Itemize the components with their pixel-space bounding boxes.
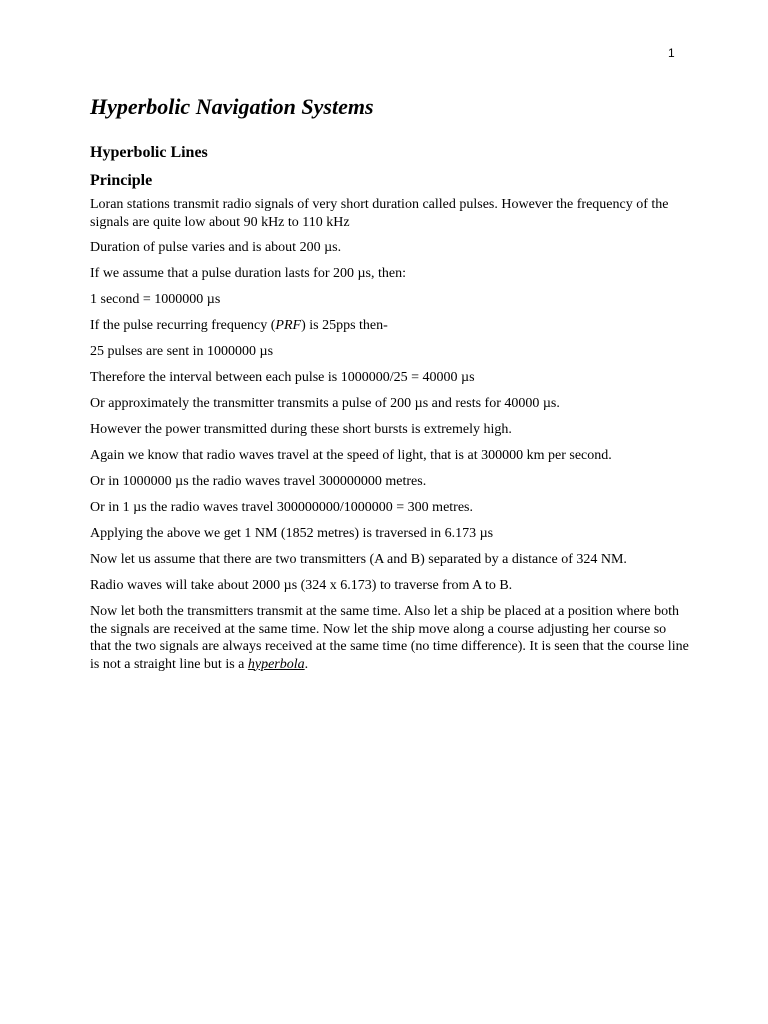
hyperbola-link[interactable]: hyperbola <box>247 656 305 672</box>
paragraph-prf <box>90 317 690 335</box>
paragraph-two-transmitters: Now let us assume that there are two transmitters (A and B) separated by a distance of 324 NM. <box>90 552 627 567</box>
subsection-heading: Principle <box>90 172 153 189</box>
prf-text-after: ) is 25pps then- <box>301 318 388 333</box>
section-heading: Hyperbolic Lines <box>90 144 208 161</box>
paragraph-loran-intro: Loran stations transmit radio signals of very short duration called pulses. However the frequency of the signals are quite low about 90 kHz to 110 kHz <box>90 197 669 230</box>
page-number: 1 <box>668 46 675 60</box>
paragraph-second-conversion: 1 second = 1000000 µs <box>90 292 221 307</box>
paragraph-interval: Therefore the interval between each pulse is 1000000/25 = 40000 µs <box>90 370 475 385</box>
paragraph-hyperbola <box>90 603 690 673</box>
hyperbola-text-before: Now let both the transmitters transmit at the same time. Also let a ship be placed at a position where both the signals are received at the same time. Now let the ship move along a course adjusting her course so that the two signals are always received at the same time (no time difference). It is seen that the course line is not a straight line but is a <box>90 604 689 672</box>
paragraph-pulse-duration: Duration of pulse varies and is about 200 µs. <box>90 240 342 255</box>
paragraph-pulses-sent: 25 pulses are sent in 1000000 µs <box>90 344 274 359</box>
paragraph-assumption: If we assume that a pulse duration lasts for 200 µs, then: <box>90 266 406 281</box>
paragraph-nautical-mile: Applying the above we get 1 NM (1852 metres) is traversed in 6.173 µs <box>90 526 494 541</box>
paragraph-speed-of-light: Again we know that radio waves travel at the speed of light, that is at 300000 km per second. <box>90 448 612 463</box>
paragraph-power: However the power transmitted during these short bursts is extremely high. <box>90 422 512 437</box>
prf-text-before: If the pulse recurring frequency ( <box>90 318 276 333</box>
paragraph-approximation: Or approximately the transmitter transmits a pulse of 200 µs and rests for 40000 µs. <box>90 396 560 411</box>
paragraph-per-microsecond: Or in 1 µs the radio waves travel 300000000/1000000 = 300 metres. <box>90 500 474 515</box>
hyperbola-text-after: . <box>304 656 309 672</box>
prf-abbreviation: PRF <box>275 318 302 333</box>
paragraph-traverse-time: Radio waves will take about 2000 µs (324 x 6.173) to traverse from A to B. <box>90 578 513 593</box>
paragraph-travel-distance: Or in 1000000 µs the radio waves travel 300000000 metres. <box>90 474 427 489</box>
document-title: Hyperbolic Navigation Systems <box>90 94 374 119</box>
document-body <box>90 92 690 681</box>
